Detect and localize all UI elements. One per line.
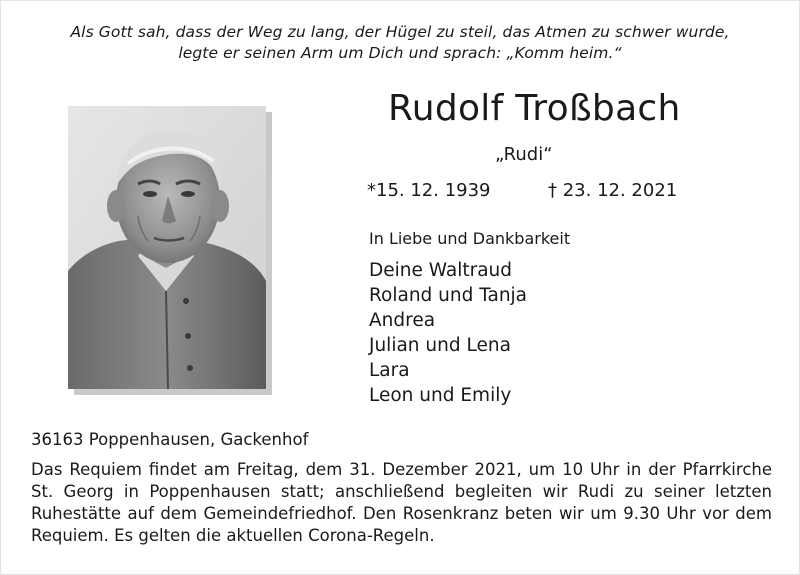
mourner-name: Lara [369, 360, 410, 381]
mourner-name: Julian und Lena [369, 335, 511, 356]
notice-line: Das Requiem findet am Freitag, dem 31. Dezember 2021, um 10 Uhr in der Pfarrkirche [31, 460, 772, 479]
funeral-notice [31, 459, 772, 547]
memorial-quote [0, 22, 800, 64]
mourner-name: Deine Waltraud [369, 260, 513, 281]
death-date: † 23. 12. 2021 [548, 180, 678, 201]
mourner-name: Andrea [369, 310, 436, 331]
mourners-list [369, 258, 527, 408]
notice-line: Requiem. Es gelten die aktuellen Corona-Regeln. [31, 526, 435, 545]
notice-line: St. Georg in Poppenhausen statt; anschließend begleiten wir Rudi zu seiner letzten [31, 482, 772, 501]
quote-line-1: Als Gott sah, dass der Weg zu lang, der Hügel zu steil, das Atmen zu schwer wurde, [70, 23, 730, 41]
deceased-nickname: „Rudi“ [495, 144, 553, 165]
deceased-name: Rudolf Troßbach [388, 88, 681, 129]
mourner-name: Leon und Emily [369, 385, 512, 406]
notice-line: Ruhestätte auf dem Gemeindefriedhof. Den Rosenkranz beten wir um 9.30 Uhr vor dem [31, 504, 772, 523]
birth-date: *15. 12. 1939 [367, 180, 491, 201]
dedication-text: In Liebe und Dankbarkeit [369, 229, 571, 248]
portrait-image [68, 106, 266, 389]
portrait-photo [68, 106, 266, 389]
mourner-name: Roland und Tanja [369, 285, 528, 306]
quote-line-2: legte er seinen Arm um Dich und sprach: „Komm heim.“ [178, 44, 622, 62]
residence-address: 36163 Poppenhausen, Gackenhof [31, 430, 309, 449]
